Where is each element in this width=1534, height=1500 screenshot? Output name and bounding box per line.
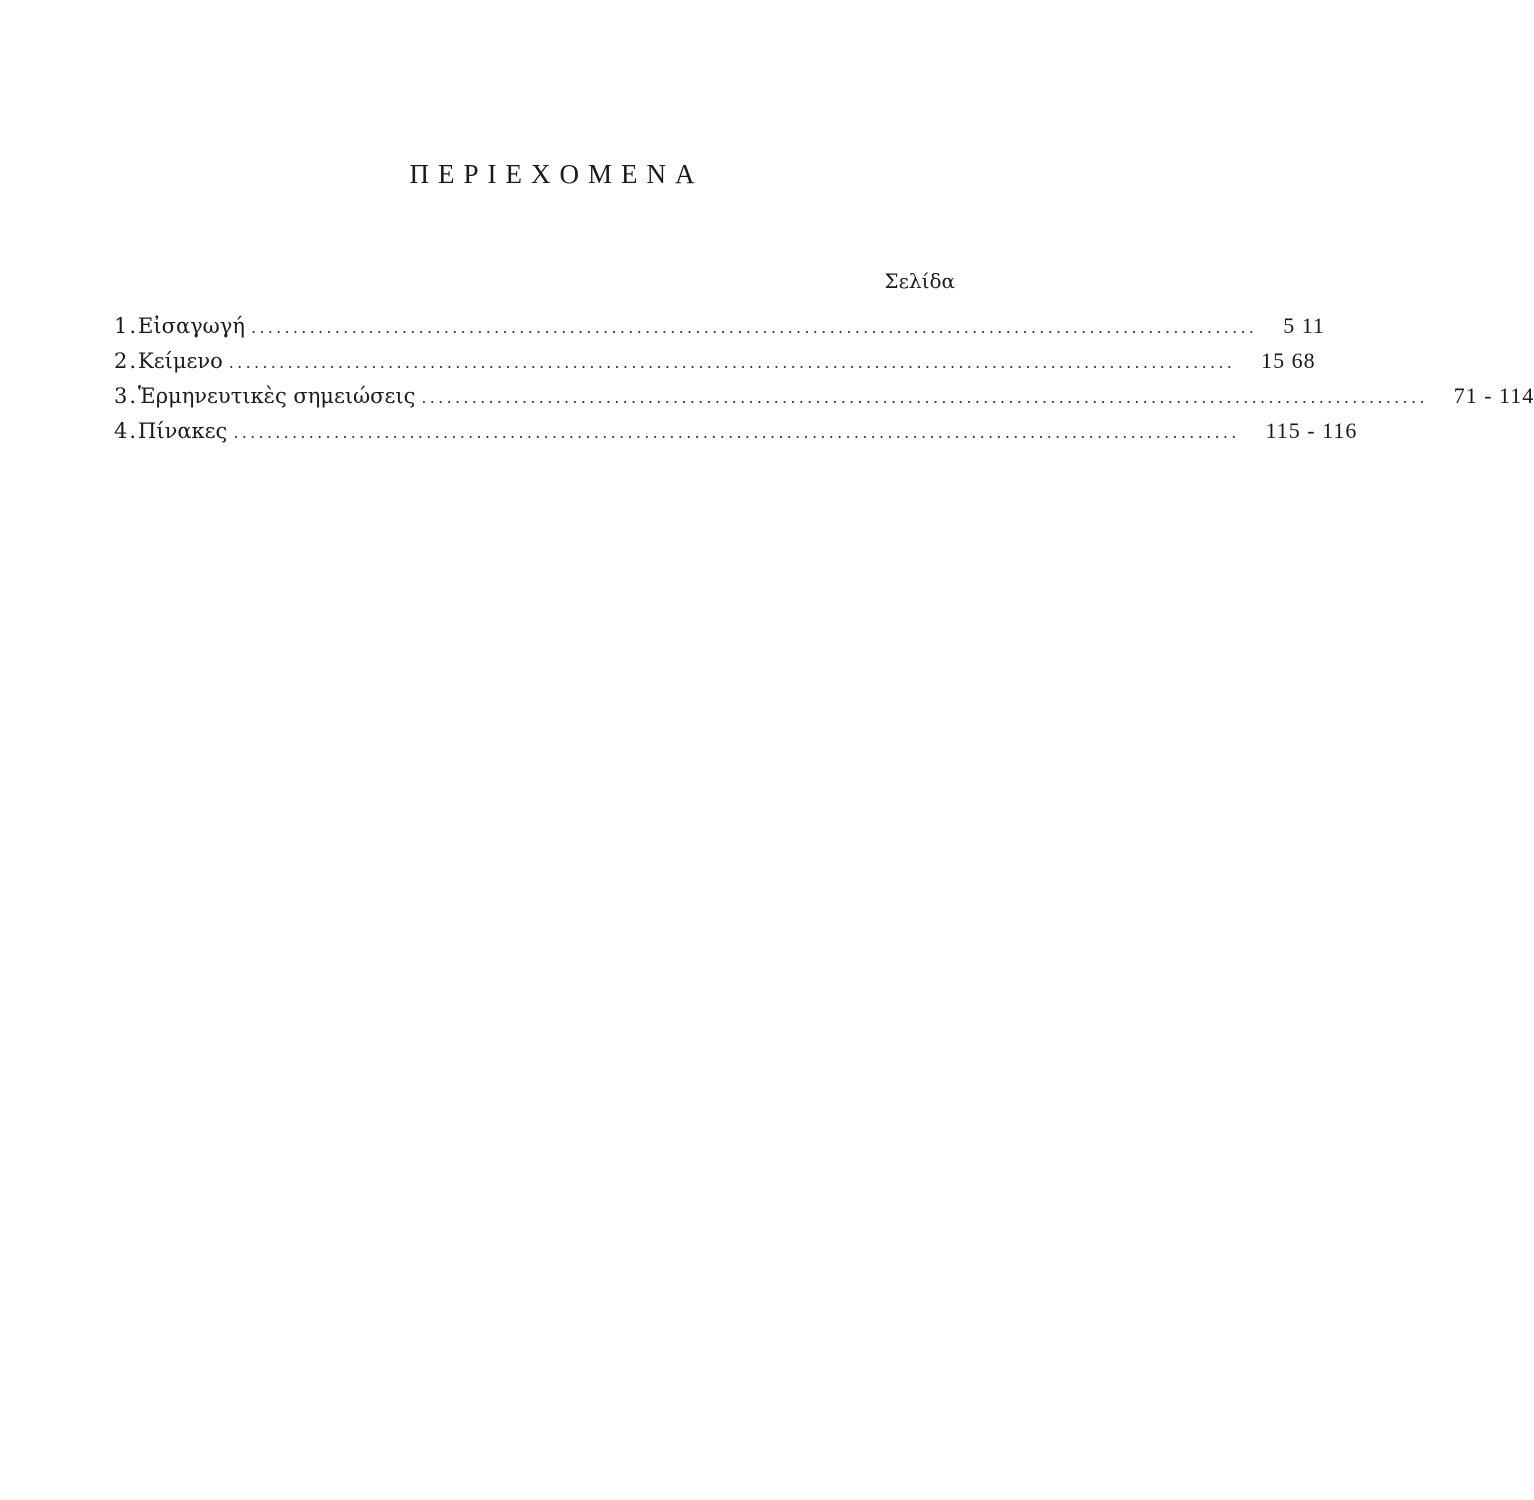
dot-leader: ........................................................................................................................ [233,423,1240,442]
toc-entry-pages: 15 68 [1261,348,1316,373]
page-title: ΠΕΡΙΕΧΟΜΕΝΑ [409,159,704,189]
toc-entry-title: Εἰσαγωγή [138,314,245,338]
toc-entry-number: 4. [114,419,139,443]
toc-entry-title: Πίνακες [138,419,228,443]
toc-entry-pages: 71 - 114 [1453,383,1534,408]
toc-entry-number: 2. [114,349,139,373]
toc-entry-number: 3. [114,384,139,408]
toc-entry-title: Ἑρμηνευτικὲς σημειώσεις [138,384,416,408]
toc-entry [114,343,1316,378]
toc-entry [114,378,1534,413]
toc-entry-pages: 115 - 116 [1265,418,1358,443]
toc-entry [114,308,1325,343]
dot-leader: ........................................................................................................................ [250,318,1258,337]
toc-entry-pages: 5 11 [1283,313,1325,338]
dot-leader: ........................................................................................................................ [228,353,1236,372]
toc-entry-number: 1. [114,314,139,338]
toc-entry [114,413,1358,448]
pages-column-header: Σελίδα [884,269,955,293]
table-of-contents [114,308,1534,448]
toc-entry-title: Κείμενο [138,349,223,373]
dot-leader: ........................................................................................................................ [421,388,1428,407]
